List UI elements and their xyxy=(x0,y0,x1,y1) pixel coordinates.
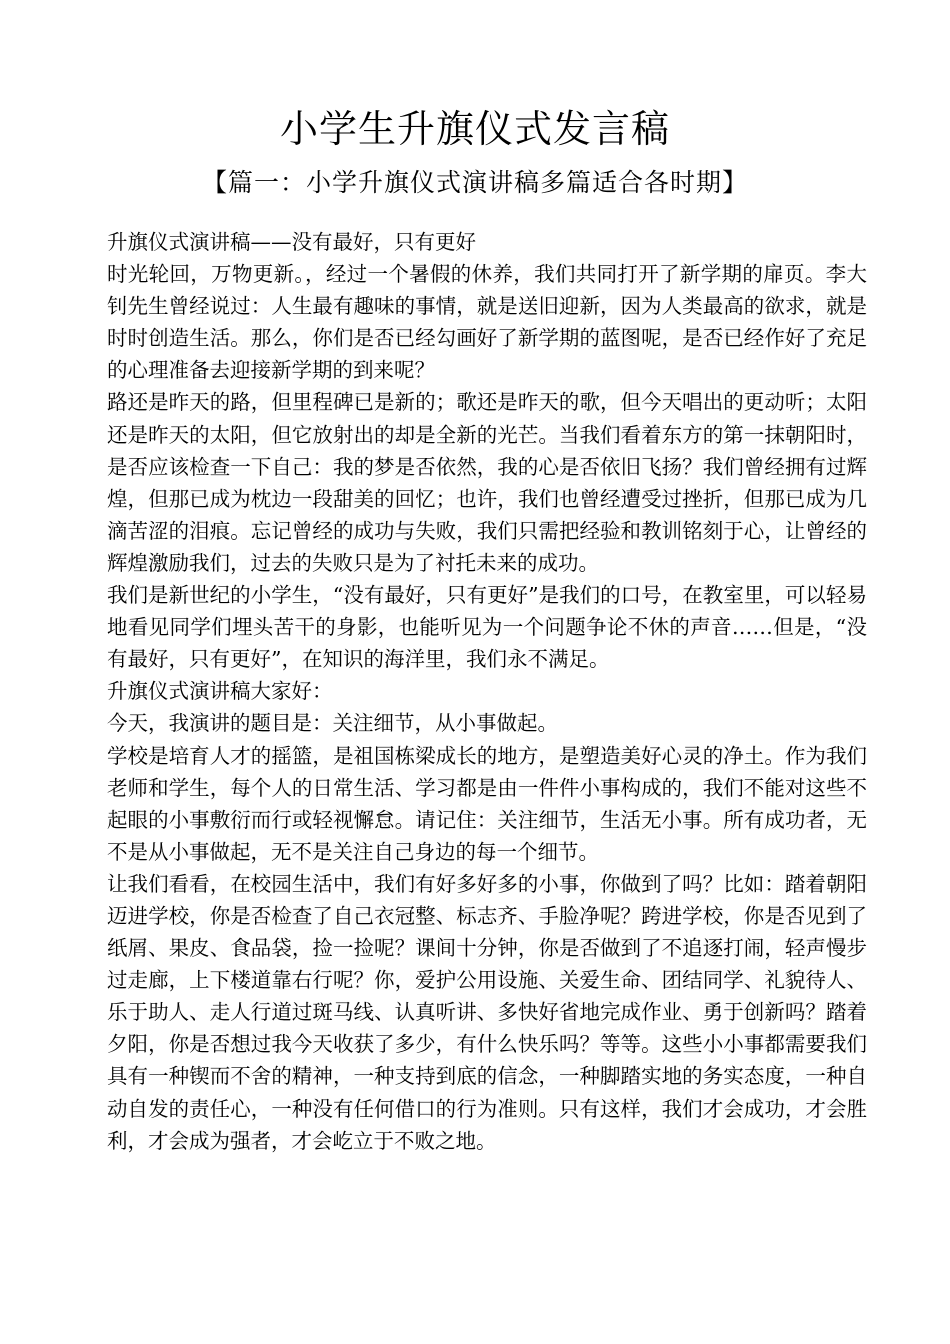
paragraph: 路还是昨天的路，但里程碑已是新的；歌还是昨天的歌，但今天唱出的更动听；太阳还是昨天的太阳，但它放射出的却是全新的光芒。当我们看着东方的第一抹朝阳时，是否应该检查一下自己：我的梦是否依然，我的心是否依旧飞扬？我们曾经拥有过辉煌，但那已成为枕边一段甜美的回忆；也许，我们也曾经遭受过挫折，但那已成为几滴苦涩的泪痕。忘记曾经的成功与失败，我们只需把经验和教训铭刻于心，让曾经的辉煌激励我们，过去的失败只是为了衬托未来的成功。 xyxy=(107,390,867,575)
paragraph-speech-heading: 升旗仪式演讲稿——没有最好，只有更好 xyxy=(107,230,476,254)
paragraph-greeting: 升旗仪式演讲稿大家好： xyxy=(107,679,333,704)
paragraph: 让我们看看，在校园生活中，我们有好多好多的小事，你做到了吗？比如：踏着朝阳迈进学校，你是否检查了自己衣冠整、标志齐、手脸净呢？跨进学校，你是否见到了纸屑、果皮、食品袋，捡一捡呢？课间十分钟，你是否做到了不追逐打闹，轻声慢步过走廊，上下楼道靠右行呢？你，爱护公用设施、关爱生命、团结同学、礼貌待人、乐于助人、走人行道过斑马线、认真听讲、多快好省地完成作业、勇于创新吗？踏着夕阳，你是否想过我今天收获了多少，有什么快乐吗？等等。这些小小事都需要我们具有一种锲而不舍的精神，一种支持到底的信念，一种脚踏实地的务实态度，一种自动自发的责任心，一种没有任何借口的行为准则。只有这样，我们才会成功，才会胜利，才会成为强者，才会屹立于不败之地。 xyxy=(107,871,867,1153)
paragraph: 学校是培育人才的摇篮，是祖国栋梁成长的地方，是塑造美好心灵的净土。作为我们老师和学生，每个人的日常生活、学习都是由一件件小事构成的，我们不能对这些不起眼的小事敷衍而行或轻视懈怠。请记住：关注细节，生活无小事。所有成功者，无不是从小事做起，无不是关注自己身边的每一个细节。 xyxy=(107,743,867,864)
document-subtitle: 【篇一：小学升旗仪式演讲稿多篇适合各时期】 xyxy=(201,168,748,197)
paragraph: 我们是新世纪的小学生，“没有最好，只有更好”是我们的口号，在教室里，可以轻易地看见同学们埋头苦干的身影，也能听见为一个问题争论不休的声音……但是，“没有最好，只有更好”，在知识的海洋里，我们永不满足。 xyxy=(107,583,867,672)
paragraph: 时光轮回，万物更新。，经过一个暑假的休养，我们共同打开了新学期的扉页。李大钊先生曾经说过：人生最有趣味的事情，就是送旧迎新，因为人类最高的欲求，就是时时创造生活。那么，你们是否已经勾画好了新学期的蓝图呢，是否已经作好了充足的心理准备去迎接新学期的到来呢？ xyxy=(107,262,867,383)
paragraph-topic: 今天，我演讲的题目是：关注细节，从小事做起。 xyxy=(107,711,558,736)
document-title: 小学生升旗仪式发言稿 xyxy=(279,107,670,151)
document-body xyxy=(107,226,867,1157)
